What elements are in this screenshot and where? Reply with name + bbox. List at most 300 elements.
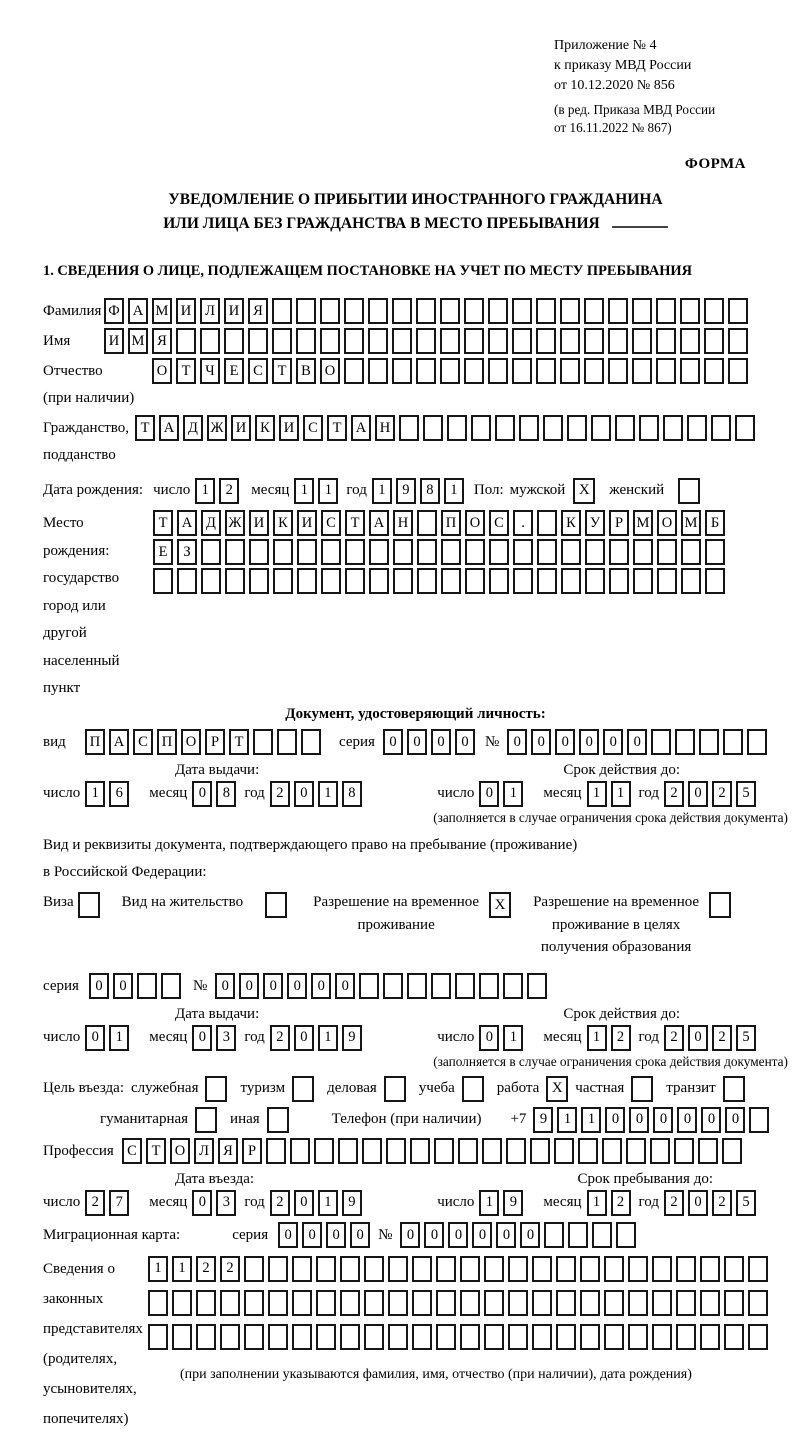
char-cell [650, 1138, 670, 1164]
char-cell: М [633, 510, 653, 536]
char-cell [675, 729, 695, 755]
char-cell [177, 568, 197, 594]
given-name-row [43, 328, 788, 355]
char-cell: 0 [263, 973, 283, 999]
birth-year-boxes [372, 478, 468, 504]
char-cell [513, 568, 533, 594]
char-cell: 2 [611, 1025, 631, 1051]
char-cell: 7 [109, 1190, 129, 1216]
purpose-private-checkbox [631, 1076, 653, 1102]
char-cell: 2 [712, 1025, 732, 1051]
surname-label: Фамилия [43, 303, 102, 320]
purpose-other-label: иная [230, 1111, 260, 1128]
char-cell [749, 1107, 769, 1133]
char-cell: Т [272, 358, 292, 384]
char-cell [340, 1290, 360, 1316]
char-cell [585, 568, 605, 594]
entry-day-boxes [85, 1190, 133, 1216]
char-cell [364, 1256, 384, 1282]
char-cell [530, 1138, 550, 1164]
char-cell [464, 298, 484, 324]
patronymic-row [43, 358, 788, 412]
stay-doc-intro-2: в Российской Федерации: [43, 864, 207, 881]
char-cell [224, 328, 244, 354]
char-cell: Ф [104, 298, 124, 324]
char-cell [412, 1324, 432, 1350]
char-cell: З [177, 539, 197, 565]
char-cell [616, 1222, 636, 1248]
char-cell [220, 1290, 240, 1316]
char-cell: . [513, 510, 533, 536]
char-cell [567, 415, 587, 441]
char-cell [386, 1138, 406, 1164]
char-cell [296, 328, 316, 354]
char-cell [609, 568, 629, 594]
char-cell [584, 328, 604, 354]
char-cell: 0 [294, 1025, 314, 1051]
stay-doc-date-headers [43, 1006, 788, 1023]
char-cell: М [152, 298, 172, 324]
char-cell: 2 [664, 1025, 684, 1051]
char-cell: 1 [318, 1025, 338, 1051]
char-cell: 1 [587, 1190, 607, 1216]
char-cell [724, 1256, 744, 1282]
phone-label: Телефон (при наличии) [331, 1111, 482, 1128]
char-cell: Я [152, 328, 172, 354]
char-cell: О [657, 510, 677, 536]
char-cell: 5 [736, 1190, 756, 1216]
expiry-month-boxes [587, 781, 635, 807]
purpose-tourism-label: туризм [240, 1080, 286, 1097]
char-cell: 1 [581, 1107, 601, 1133]
char-cell: 0 [113, 973, 133, 999]
stay-issue-day-boxes [85, 1025, 133, 1051]
char-cell [148, 1290, 168, 1316]
stay-issue-date-group: число 0 1 месяц 0 3 год 2 0 1 9 [43, 1025, 366, 1051]
char-cell [704, 298, 724, 324]
char-cell: И [176, 298, 196, 324]
char-cell [153, 568, 173, 594]
char-cell [728, 298, 748, 324]
char-cell: 0 [192, 1190, 212, 1216]
char-cell [273, 539, 293, 565]
char-cell: С [489, 510, 509, 536]
char-cell: С [133, 729, 153, 755]
char-cell [417, 510, 437, 536]
char-cell [748, 1290, 768, 1316]
month-label: месяц [251, 482, 290, 499]
char-cell [532, 1324, 552, 1350]
char-cell [364, 1290, 384, 1316]
char-cell [460, 1324, 480, 1350]
char-cell [508, 1256, 528, 1282]
migration-card-row [43, 1222, 788, 1249]
char-cell: 9 [396, 478, 416, 504]
char-cell [724, 1324, 744, 1350]
char-cell [700, 1324, 720, 1350]
char-cell [345, 568, 365, 594]
given-name-label: Имя [43, 333, 71, 350]
char-cell: 2 [220, 1256, 240, 1282]
char-cell [536, 358, 556, 384]
char-cell [560, 328, 580, 354]
char-cell [512, 328, 532, 354]
char-cell [536, 328, 556, 354]
char-cell: Т [135, 415, 155, 441]
doc-series-label: серия [339, 733, 375, 750]
char-cell: 2 [712, 1190, 732, 1216]
entry-date-title: Дата въезда: [175, 1170, 255, 1187]
char-cell: А [109, 729, 129, 755]
char-cell [482, 1138, 502, 1164]
form-label: ФОРМА [684, 155, 746, 172]
char-cell: 0 [579, 729, 599, 755]
char-cell [628, 1290, 648, 1316]
char-cell [392, 328, 412, 354]
char-cell [554, 1138, 574, 1164]
char-cell [536, 298, 556, 324]
edu-residence-permit-option [533, 891, 731, 959]
char-cell: 0 [688, 1025, 708, 1051]
sex-female-checkbox [678, 478, 700, 504]
visa-option [43, 891, 100, 918]
char-cell [266, 1138, 286, 1164]
char-cell [632, 358, 652, 384]
char-cell [137, 973, 157, 999]
purpose-row-2 [43, 1107, 788, 1133]
char-cell: Ж [207, 415, 227, 441]
char-cell: 6 [109, 781, 129, 807]
char-cell [592, 1222, 612, 1248]
char-cell [705, 539, 725, 565]
char-cell [556, 1256, 576, 1282]
birth-date-row [43, 477, 788, 504]
visa-checkbox [78, 892, 100, 918]
stay-series-label: серия [43, 977, 79, 994]
stay-doc-series-row [43, 973, 788, 1000]
char-cell [368, 358, 388, 384]
char-cell: 1 [318, 1190, 338, 1216]
char-cell: 0 [400, 1222, 420, 1248]
char-cell: 0 [431, 729, 451, 755]
char-cell: 0 [294, 781, 314, 807]
char-cell [201, 539, 221, 565]
char-cell [296, 298, 316, 324]
char-cell [508, 1290, 528, 1316]
char-cell [383, 973, 403, 999]
stay-doc-intro-1: Вид и реквизиты документа, подтверждающего право на пребывание (проживание) [43, 836, 578, 853]
citizenship-row [43, 415, 788, 469]
char-cell: 0 [627, 729, 647, 755]
char-cell [513, 539, 533, 565]
char-cell: 1 [587, 1025, 607, 1051]
char-cell [388, 1324, 408, 1350]
char-cell: 0 [653, 1107, 673, 1133]
char-cell: 1 [587, 781, 607, 807]
identity-doc-note: (заполняется в случае ограничения срока действия документа) [433, 809, 788, 825]
char-cell [388, 1290, 408, 1316]
char-cell [196, 1290, 216, 1316]
char-cell [508, 1324, 528, 1350]
char-cell: 0 [287, 973, 307, 999]
char-cell: 0 [85, 1025, 105, 1051]
temp-residence-permit-checkbox: X [489, 892, 511, 918]
char-cell: 8 [342, 781, 362, 807]
char-cell: 5 [736, 1025, 756, 1051]
char-cell [656, 328, 676, 354]
char-cell: 0 [350, 1222, 370, 1248]
char-cell: 1 [172, 1256, 192, 1282]
char-cell [416, 358, 436, 384]
char-cell [436, 1290, 456, 1316]
char-cell [249, 568, 269, 594]
identity-doc-row [43, 729, 788, 756]
char-cell [465, 568, 485, 594]
purpose-humanitarian-label: гуманитарная [100, 1111, 189, 1128]
char-cell [652, 1324, 672, 1350]
char-cell [506, 1138, 526, 1164]
char-cell: В [296, 358, 316, 384]
char-cell [290, 1138, 310, 1164]
char-cell [301, 729, 321, 755]
char-cell [568, 1222, 588, 1248]
char-cell [399, 415, 419, 441]
char-cell [704, 328, 724, 354]
char-cell [628, 1256, 648, 1282]
appendix-line: к приказу МВД России [554, 57, 692, 73]
char-cell [602, 1138, 622, 1164]
expiry-date-group: число 0 1 месяц 1 1 год 2 0 2 5 [437, 781, 760, 807]
expiry-year-boxes [664, 781, 760, 807]
char-cell [320, 298, 340, 324]
issue-year-boxes [270, 781, 366, 807]
char-cell: 0 [479, 1025, 499, 1051]
char-cell: У [585, 510, 605, 536]
char-cell: И [231, 415, 251, 441]
birth-place-label: Место рождения: государство город или другой населенный пункт [43, 515, 120, 697]
char-cell: Т [229, 729, 249, 755]
representatives-row2-boxes [148, 1290, 772, 1316]
char-cell: Н [375, 415, 395, 441]
char-cell [484, 1324, 504, 1350]
issue-date-group: число 1 6 месяц 0 8 год 2 0 1 8 [43, 781, 366, 807]
char-cell [314, 1138, 334, 1164]
char-cell [220, 1324, 240, 1350]
char-cell: 1 [444, 478, 464, 504]
char-cell [674, 1138, 694, 1164]
char-cell [316, 1324, 336, 1350]
char-cell [436, 1256, 456, 1282]
char-cell: 0 [472, 1222, 492, 1248]
residence-permit-label: Вид на жительство [121, 894, 244, 911]
char-cell: Н [393, 510, 413, 536]
char-cell [458, 1138, 478, 1164]
char-cell [277, 729, 297, 755]
char-cell: С [122, 1138, 142, 1164]
char-cell: 1 [294, 478, 314, 504]
day-label: число [153, 482, 191, 499]
stay-issue-year-boxes [270, 1025, 366, 1051]
char-cell: 0 [605, 1107, 625, 1133]
appendix-block [554, 36, 764, 138]
purpose-other-checkbox [267, 1107, 289, 1133]
char-cell: 0 [677, 1107, 697, 1133]
char-cell [292, 1256, 312, 1282]
char-cell: И [224, 298, 244, 324]
char-cell: 1 [611, 781, 631, 807]
char-cell: Р [609, 510, 629, 536]
char-cell: 1 [148, 1256, 168, 1282]
char-cell: О [170, 1138, 190, 1164]
char-cell [652, 1256, 672, 1282]
purpose-work-checkbox: X [546, 1076, 568, 1102]
char-cell: П [441, 510, 461, 536]
doc-kind-boxes [85, 729, 325, 755]
char-cell: М [128, 328, 148, 354]
expiry-day-boxes [479, 781, 527, 807]
char-cell [441, 568, 461, 594]
char-cell: 1 [85, 781, 105, 807]
char-cell: Ж [225, 510, 245, 536]
char-cell [440, 328, 460, 354]
char-cell [272, 328, 292, 354]
birth-place-row2-boxes [153, 539, 729, 565]
char-cell: 0 [496, 1222, 516, 1248]
document-title [43, 188, 788, 238]
char-cell [556, 1290, 576, 1316]
citizenship-boxes [135, 415, 759, 441]
char-cell: Е [224, 358, 244, 384]
char-cell [172, 1290, 192, 1316]
expiry-date-title: Срок действия до: [563, 761, 680, 778]
issue-month-boxes [192, 781, 240, 807]
char-cell: 2 [196, 1256, 216, 1282]
char-cell [748, 1324, 768, 1350]
char-cell [344, 328, 364, 354]
char-cell [392, 358, 412, 384]
char-cell: 1 [503, 781, 523, 807]
char-cell [700, 1290, 720, 1316]
residence-permit-checkbox [265, 892, 287, 918]
char-cell: 0 [383, 729, 403, 755]
birth-place-row3-boxes [153, 568, 729, 594]
char-cell [632, 328, 652, 354]
migration-card-label: Миграционная карта: [43, 1226, 181, 1243]
birth-month-boxes [294, 478, 342, 504]
char-cell: 0 [479, 781, 499, 807]
char-cell: И [279, 415, 299, 441]
char-cell [676, 1256, 696, 1282]
char-cell [201, 568, 221, 594]
entry-year-boxes [270, 1190, 366, 1216]
stay-expiry-year-boxes [664, 1025, 760, 1051]
char-cell: 0 [278, 1222, 298, 1248]
char-cell [633, 568, 653, 594]
char-cell [244, 1290, 264, 1316]
char-cell [527, 973, 547, 999]
char-cell [537, 568, 557, 594]
stay-doc-dates-row [43, 1025, 788, 1051]
char-cell: Р [205, 729, 225, 755]
char-cell [722, 1138, 742, 1164]
char-cell [680, 358, 700, 384]
entry-month-boxes [192, 1190, 240, 1216]
patronymic-label-note: (при наличии) [43, 390, 135, 407]
sex-label: Пол: [473, 482, 504, 499]
char-cell [316, 1256, 336, 1282]
char-cell [200, 328, 220, 354]
char-cell [393, 539, 413, 565]
char-cell [369, 539, 389, 565]
representatives-row1-boxes [148, 1256, 772, 1282]
char-cell: А [351, 415, 371, 441]
char-cell: О [181, 729, 201, 755]
char-cell: К [561, 510, 581, 536]
char-cell [652, 1290, 672, 1316]
char-cell [560, 358, 580, 384]
char-cell [676, 1290, 696, 1316]
char-cell [639, 415, 659, 441]
title-underline [612, 213, 668, 228]
doc-number-label: № [484, 733, 500, 750]
char-cell [320, 328, 340, 354]
char-cell: А [159, 415, 179, 441]
char-cell [249, 539, 269, 565]
purpose-business-checkbox [384, 1076, 406, 1102]
char-cell [268, 1290, 288, 1316]
revision-line: (в ред. Приказа МВД России [554, 101, 716, 117]
char-cell [615, 415, 635, 441]
stay-until-date-group: число 1 9 месяц 1 2 год 2 0 2 5 [437, 1190, 760, 1216]
char-cell: 0 [629, 1107, 649, 1133]
char-cell [681, 568, 701, 594]
char-cell: 2 [270, 781, 290, 807]
char-cell: 0 [725, 1107, 745, 1133]
char-cell: 2 [219, 478, 239, 504]
purpose-tourism-checkbox [292, 1076, 314, 1102]
char-cell [578, 1138, 598, 1164]
stay-expiry-day-boxes [479, 1025, 527, 1051]
doc-number-boxes [507, 729, 771, 755]
identity-doc-heading: Документ, удостоверяющий личность: [285, 705, 546, 722]
stay-expiry-month-boxes [587, 1025, 635, 1051]
char-cell [297, 568, 317, 594]
char-cell [560, 298, 580, 324]
char-cell [608, 298, 628, 324]
char-cell: П [157, 729, 177, 755]
char-cell [344, 358, 364, 384]
char-cell: И [297, 510, 317, 536]
mc-number-label: № [378, 1226, 393, 1243]
char-cell: 8 [216, 781, 236, 807]
edu-residence-permit-label: Разрешение на временное проживание в целях получения образования [533, 894, 700, 956]
stay-doc-options-row [43, 891, 788, 959]
purpose-row-1 [43, 1076, 788, 1102]
char-cell: А [128, 298, 148, 324]
birth-day-boxes [195, 478, 243, 504]
char-cell [604, 1324, 624, 1350]
char-cell: 2 [270, 1190, 290, 1216]
char-cell: 0 [507, 729, 527, 755]
char-cell: 0 [603, 729, 623, 755]
char-cell [364, 1324, 384, 1350]
sex-female-label: женский [609, 482, 665, 499]
section-1-heading: 1. СВЕДЕНИЯ О ЛИЦЕ, ПОДЛЕЖАЩЕМ ПОСТАНОВКЕ НА УЧЕТ ПО МЕСТУ ПРЕБЫВАНИЯ [43, 263, 692, 280]
char-cell: Т [153, 510, 173, 536]
char-cell [369, 568, 389, 594]
char-cell [340, 1324, 360, 1350]
char-cell [434, 1138, 454, 1164]
